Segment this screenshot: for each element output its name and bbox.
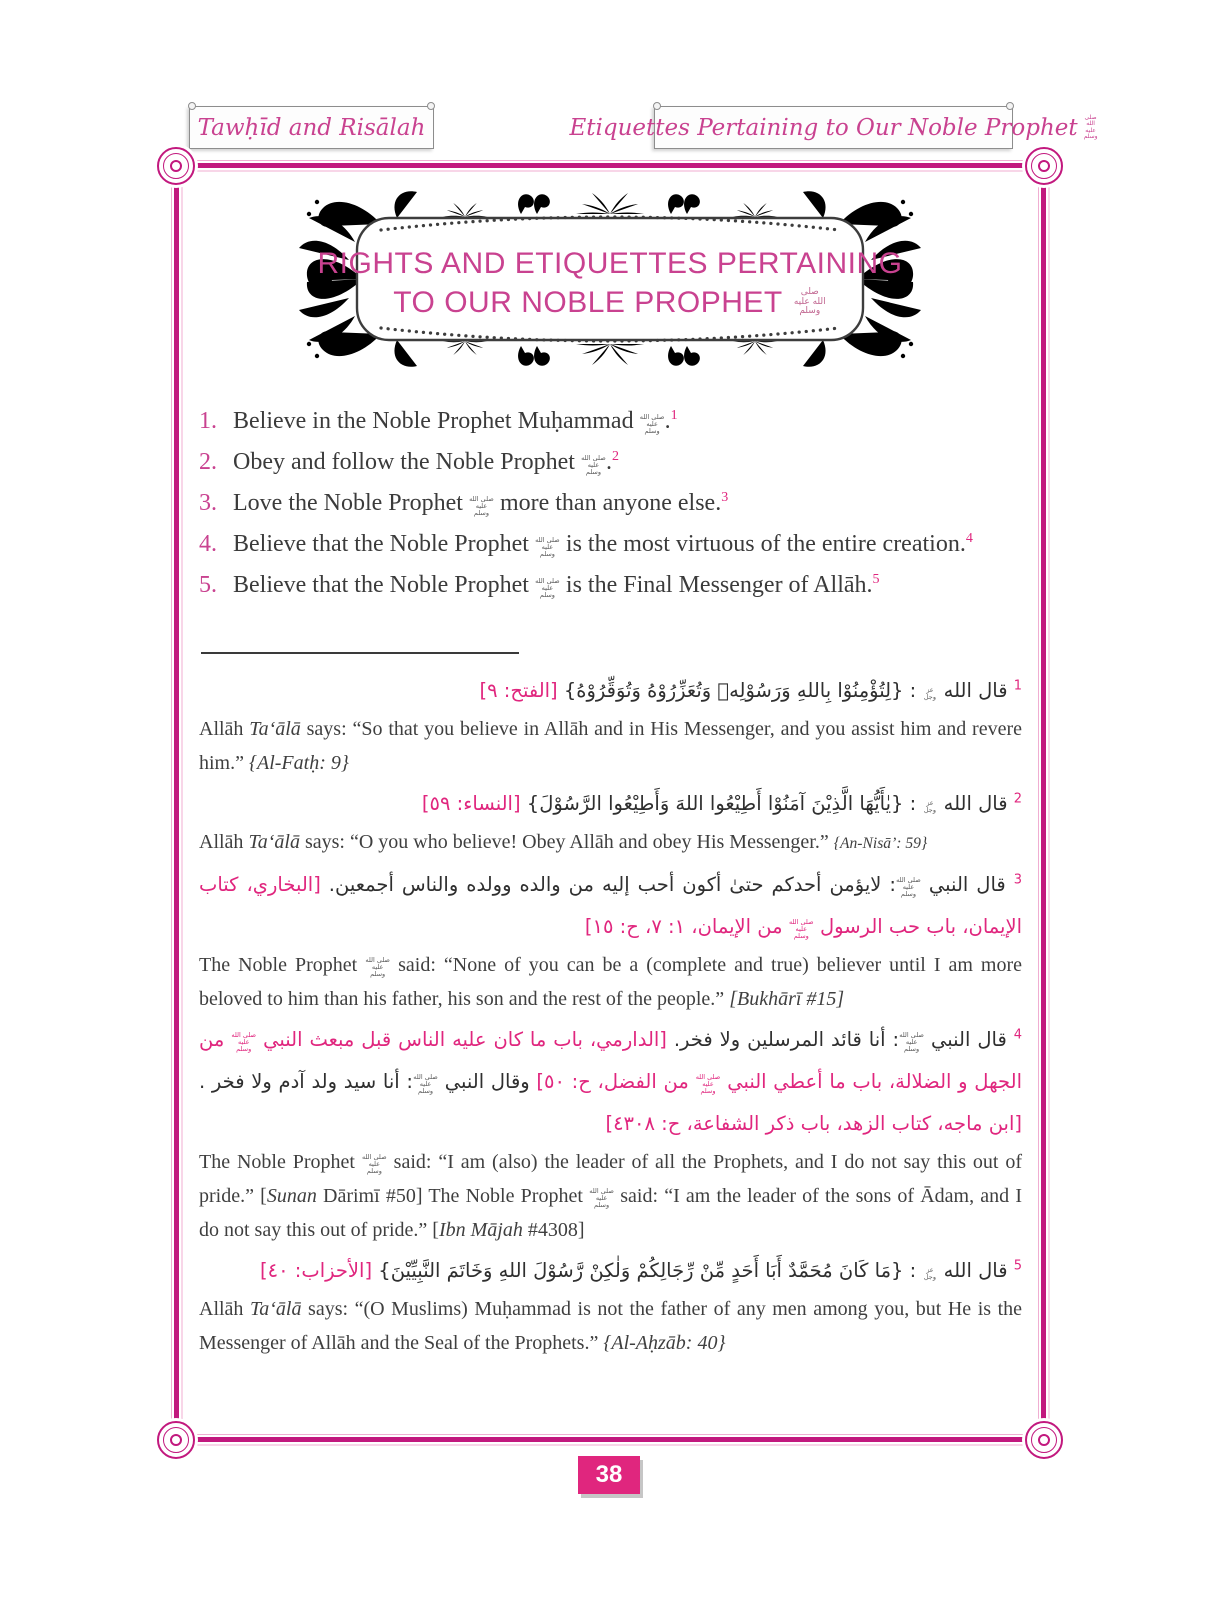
text-segment: Ta‘ālā [249,718,301,740]
honorific-icon: عز وجل [923,686,936,701]
item-number: 3. [199,490,217,516]
item-number: 1. [199,408,217,434]
text-segment: 5 [1013,1258,1022,1274]
text-segment: {An-Nisā’: 59} [833,835,928,852]
text-segment: [النساء: ٥٩] [421,792,521,815]
text-segment: [البخاري، كتاب الإيمان، باب حب الرسول [199,873,1022,938]
footnote-english [199,1145,1022,1247]
page-number-badge: 38 [578,1456,640,1494]
item-text [233,442,1022,483]
text-segment: Sunan [266,1185,317,1207]
header-left-title: Tawḥīd and Risālah [197,114,426,141]
item-text [233,483,1022,524]
text-segment: Believe in the Noble Prophet Muḥammad [233,408,640,434]
text-segment: Believe that the Noble Prophet [233,531,535,557]
frame-border-top [176,160,1045,172]
saw-honorific-icon: صلى الله عليه وسلم [1083,113,1098,140]
footnote-arabic [199,1250,1022,1292]
text-segment: [الدارمي، باب ما كان عليه الناس قبل مبعث النبي [256,1028,667,1051]
text-segment: Allāh [199,1298,250,1320]
text-segment: : لايؤمن أحدكم حتىٰ أكون أحب إليه من والده وولده والناس أجمعين. [320,873,896,896]
text-segment: قال الله [937,679,1014,702]
item-text [233,524,1022,565]
text-segment: 5 [872,572,880,587]
list-item-2 [199,442,1022,483]
header-left-plaque [189,106,434,149]
text-segment: : {لِتُؤْمِنُوْا بِاللهِ وَرَسُوْلِهٖ وَتُعَزِّرُوْهُ وَتُوَقِّرُوْهُ} [557,679,923,702]
honorific-icon: صلى الله عليه وسلم [469,495,494,517]
frame-corner-rosette-top-right [1025,147,1063,185]
honorific-icon: صلى الله عليه وسلم [589,1187,614,1209]
text-segment: [الأحزاب: ٤٠] [260,1259,373,1282]
text-segment: 4 [965,531,973,546]
page-content [199,401,1022,1363]
honorific-icon: صلى الله عليه وسلم [413,1073,438,1095]
frame-border-right [1038,166,1050,1440]
honorific-icon: صلى الله عليه وسلم [231,1031,256,1053]
text-segment: said: “I am (also) the leader of all the Prophets, and I do not say this out of pride.” [ [199,1151,1023,1207]
text-segment: من الفضل، ح: ٥٠] [536,1070,696,1093]
frame-border-left [171,166,183,1440]
chapter-title-cartouche [285,180,935,378]
honorific-icon: صلى الله عليه وسلم [581,454,606,476]
page-title [285,180,935,378]
text-segment: : {مَا كَانَ مُحَمَّدٌ أَبَا أَحَدٍ مِّنْ رِّجَالِكُمْ وَلٰكِنْ رَّسُوْلَ اللهِ وَخَاتَمَ النَّبِيِّيْنَ} [372,1259,923,1282]
text-segment: Ta‘ālā [249,1298,302,1320]
honorific-icon: صلى الله عليه وسلم [365,956,390,978]
honorific-icon: صلى الله عليه وسلم [899,1031,924,1053]
frame-corner-rosette-bottom-left [157,1421,195,1459]
item-text [233,565,1022,606]
text-segment: قال الله [937,792,1014,815]
honorific-icon: صلى الله عليه وسلم [639,413,665,435]
header-right-plaque [569,106,1098,149]
footnote-divider [201,652,519,654]
saw-honorific-icon: صلى الله عليه وسلم [793,287,826,317]
frame-corner-rosette-top-left [157,147,195,185]
list-item-3 [199,483,1022,524]
item-number: 5. [199,572,217,598]
text-segment: #4308] [522,1219,585,1241]
honorific-icon: صلى الله عليه وسلم [896,876,921,898]
footnote-english [199,712,1022,780]
text-segment: . [605,449,612,475]
text-segment: is the most virtuous of the entire creation. [559,531,966,557]
text-segment: Love the Noble Prophet [233,490,469,516]
honorific-icon: عز وجل [923,799,936,814]
honorific-icon: صلى الله عليه وسلم [695,1073,721,1095]
text-segment: قال النبي [920,873,1014,896]
list-item-4 [199,524,1022,565]
text-segment: said: “None of you can be a (complete and true) believer until I am more beloved to him than his father, his son and the rest of the people.” [199,954,1022,1010]
text-segment: [ابن ماجه، كتاب الزهد، باب ذكر الشفاعة، ح: ٤٣٠٨] [605,1112,1022,1135]
text-segment: وقال النبي [438,1070,537,1093]
honorific-icon: صلى الله عليه وسلم [788,918,814,940]
footnote-5 [199,1250,1022,1360]
text-segment: says: “O you who believe! Obey Allāh and obey His Messenger.” [299,831,834,853]
page-title-line-2 [393,285,827,321]
text-segment: 2 [1013,791,1022,807]
text-segment: قال النبي [924,1028,1014,1051]
frame-border-bottom [176,1434,1045,1446]
honorific-icon: عز وجل [923,1266,936,1281]
footnote-english [199,1292,1022,1360]
frame-corner-rosette-bottom-right [1025,1421,1063,1459]
footnote-2 [199,783,1022,861]
footnote-arabic [199,1019,1022,1145]
footnote-3 [199,864,1022,1016]
text-segment: 3 [721,490,729,505]
honorific-icon: صلى الله عليه وسلم [362,1153,387,1175]
text-segment: Obey and follow the Noble Prophet [233,449,581,475]
item-number: 2. [199,449,217,475]
text-segment: : أنا سيد ولد آدم ولا فخر . [199,1070,414,1093]
footnote-english [199,825,1022,861]
text-segment: Ibn Mājah [438,1219,523,1241]
text-segment: {Al-Aḥzāb: 40} [603,1332,726,1354]
footnote-arabic [199,783,1022,825]
text-segment: 2 [611,449,619,464]
text-segment: [Bukhārī #15] [729,988,845,1010]
text-segment: said: “I am the leader of the sons of Ādam, and I do not say this out of pride.” [ [199,1185,1023,1241]
footnote-arabic [199,670,1022,712]
page-title-line-1: RIGHTS AND ETIQUETTES PERTAINING [317,246,903,280]
item-text [233,401,1022,442]
text-segment: {Al-Fatḥ: 9} [249,752,349,774]
honorific-icon: صلى الله عليه وسلم [535,577,560,599]
text-segment: . [664,408,671,434]
list-item-5 [199,565,1022,606]
text-segment: says: “(O Muslims) Muḥammad is not the father of any men among you, but He is the Messenger of Allāh and the Seal of the Prophets.” [199,1298,1023,1354]
text-segment: : {يٰأَيُّهَا الَّذِيْنَ آمَنُوْا أَطِيْعُوا اللهَ وَأَطِيْعُوا الرَّسُوْلَ} [520,792,923,815]
header-right-title: Etiquettes Pertaining to Our Noble Prophet [569,114,1078,141]
text-segment: is the Final Messenger of Allāh. [559,572,873,598]
text-segment: Believe that the Noble Prophet [233,572,535,598]
footnote-english [199,948,1022,1016]
text-segment: Dārimī #50] The Noble Prophet [316,1185,590,1207]
text-segment: من الإيمان، ١: ٧، ح: ١٥] [584,915,789,938]
text-segment: 1 [1013,678,1022,694]
text-segment: 1 [670,408,678,423]
item-number: 4. [199,531,217,557]
text-segment: The Noble Prophet [199,1151,362,1173]
list-item-1 [199,401,1022,442]
text-segment: : أنا قائد المرسلين ولا فخر. [666,1028,900,1051]
text-segment: قال الله [937,1259,1014,1282]
text-segment: Allāh [199,718,250,740]
text-segment: من الجهل و الضلالة، باب ما أعطي النبي [199,1028,1023,1093]
honorific-icon: صلى الله عليه وسلم [535,536,560,558]
page-title-line-2-text: TO OUR NOBLE PROPHET [393,285,783,319]
text-segment: 3 [1013,872,1022,888]
text-segment: says: “So that you believe in Allāh and in His Messenger, and you assist him and revere him.” [199,718,1022,774]
footnote-1 [199,670,1022,780]
footnote-4 [199,1019,1022,1247]
text-segment: Allāh [199,831,249,853]
footnote-arabic [199,864,1022,948]
text-segment: 4 [1013,1027,1022,1043]
text-segment: The Noble Prophet [199,954,366,976]
text-segment: [الفتح: ٩] [479,679,558,702]
text-segment: more than anyone else. [493,490,722,516]
text-segment: Ta‘ālā [248,831,300,853]
